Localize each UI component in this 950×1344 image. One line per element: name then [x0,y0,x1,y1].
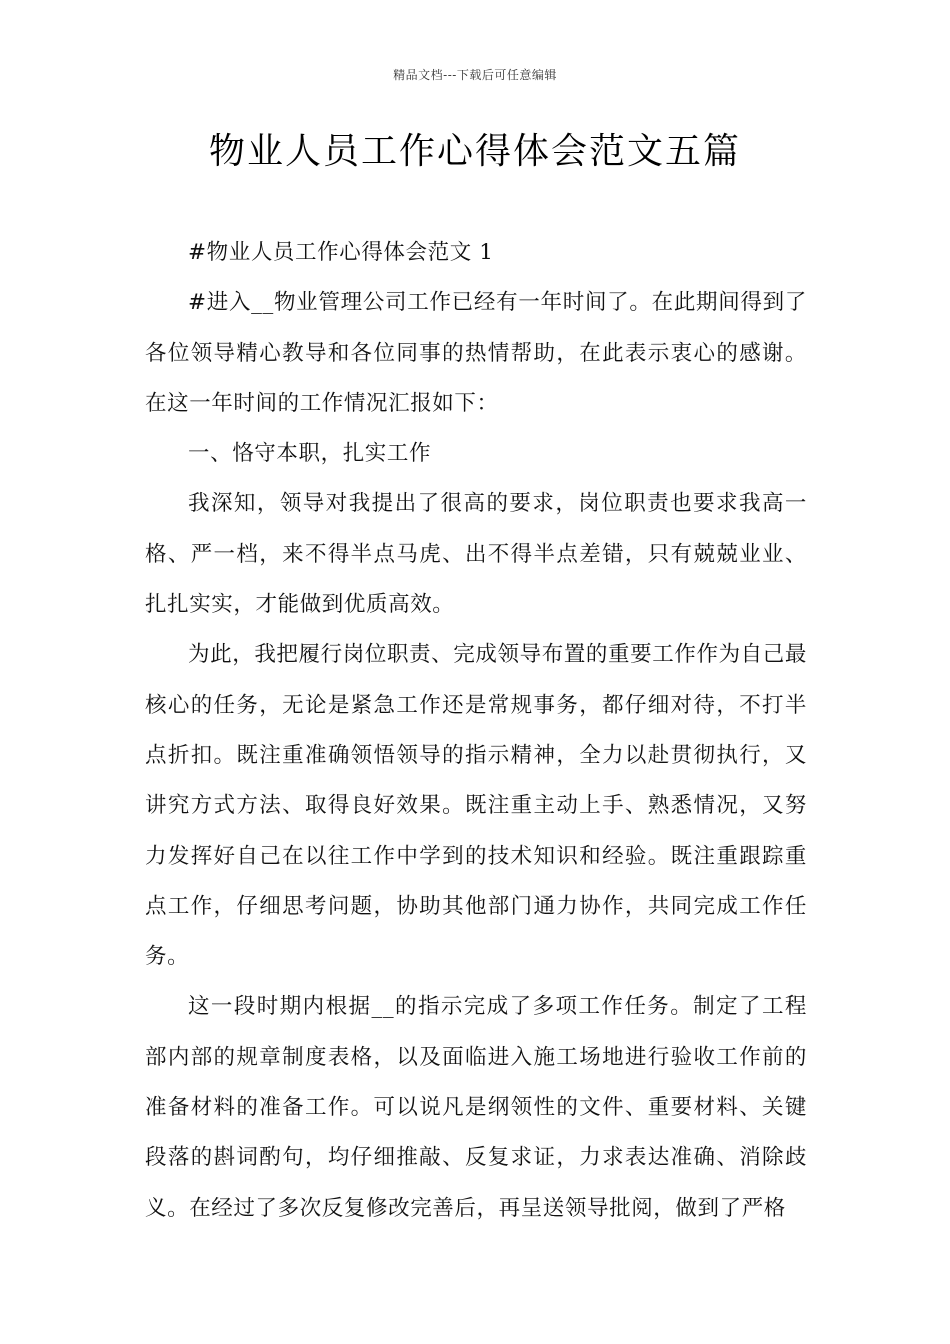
paragraph: 我深知，领导对我提出了很高的要求，岗位职责也要求我高一格、严一档，来不得半点马虎、出不得半点差错，只有兢兢业业、扎扎实实，才能做到优质高效。 [145,491,807,618]
header-note: 精品文档---下载后可任意编辑 [393,68,557,82]
paragraph: 这一段时期内根据__的指示完成了多项工作任务。制定了工程部内部的规章制度表格，以及面临进入施工场地进行验收工作前的准备材料的准备工作。可以说凡是纲领性的文件、重要材料、关键段落的斟词酌句，均仔细推敲、反复求证，力求表达准确、消除歧义。在经过了多次反复修改完善后，再呈送领导批阅，做到了严格 [145,994,807,1221]
document-title: 物业人员工作心得体会范文五篇 [208,131,741,172]
paragraph-section-heading: #物业人员工作心得体会范文 1 [188,240,494,265]
document-body [145,228,807,1234]
paragraph: 为此，我把履行岗位职责、完成领导布置的重要工作作为自己最核心的任务，无论是紧急工作还是常规事务，都仔细对待，不打半点折扣。既注重准确领悟领导的指示精神，全力以赴贯彻执行，又讲究方式方法、取得良好效果。既注重主动上手、熟悉情况，又努力发挥好自己在以往工作中学到的技术知识和经验。既注重跟踪重点工作，仔细思考问题，协助其他部门通力协作，共同完成工作任务。 [145,642,807,970]
paragraph: #进入__物业管理公司工作已经有一年时间了。在此期间得到了各位领导精心教导和各位同事的热情帮助，在此表示衷心的感谢。在这一年时间的工作情况汇报如下： [145,290,807,416]
paragraph-subheading: 一、恪守本职，扎实工作 [188,441,432,467]
